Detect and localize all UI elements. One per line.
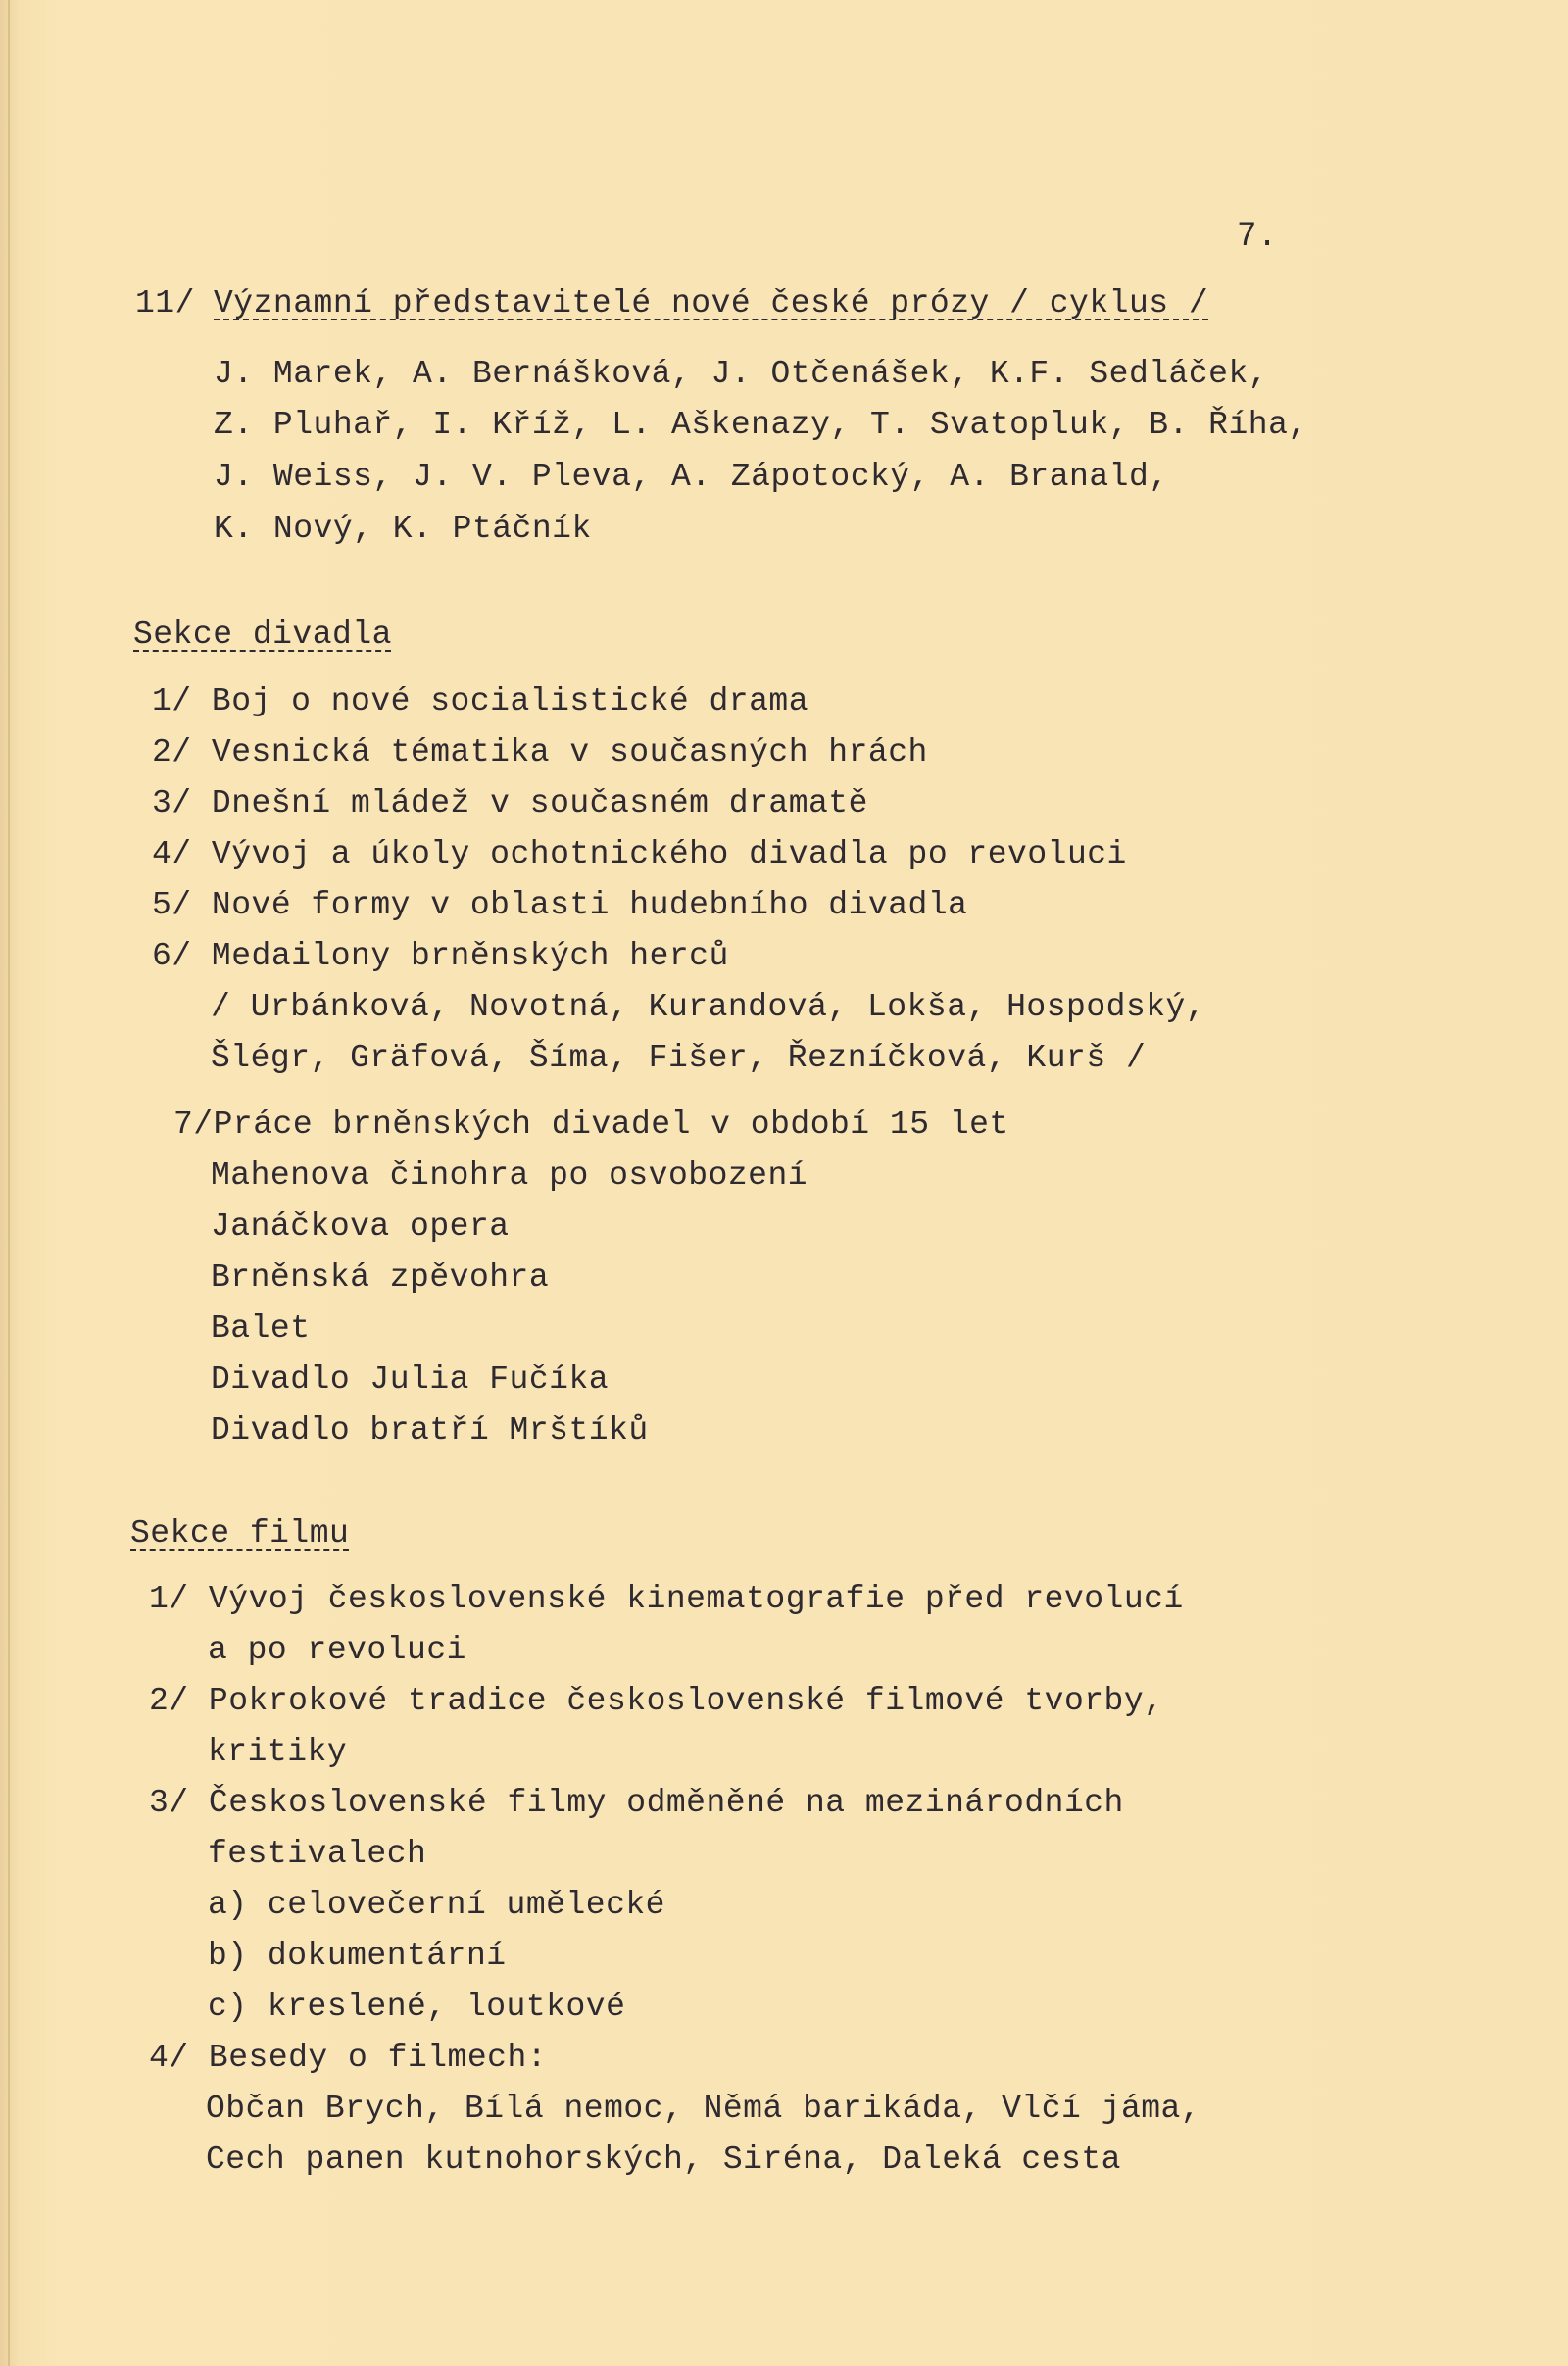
- theatre-subitem-3: Brněnská zpěvohra: [211, 1259, 550, 1296]
- film-item-2: 2/ Pokrokové tradice československé filmové tvorby,: [149, 1683, 1164, 1719]
- author-line-1: J. Marek, A. Bernášková, J. Otčenášek, K.F. Sedláček,: [214, 356, 1269, 392]
- author-line-2: Z. Pluhař, I. Kříž, L. Aškenazy, T. Svatopluk, B. Říha,: [214, 407, 1308, 443]
- theatre-subitem-2: Janáčkova opera: [211, 1208, 510, 1245]
- author-line-4: K. Nový, K. Ptáčník: [214, 511, 592, 547]
- theatre-subitem-6: Divadlo bratří Mrštíků: [211, 1412, 649, 1449]
- actors-line-1: / Urbánková, Novotná, Kurandová, Lokša, Hospodský,: [211, 989, 1206, 1025]
- film-item-1: 1/ Vývoj československé kinematografie před revolucí: [149, 1581, 1184, 1617]
- section-film-heading: Sekce filmu: [130, 1515, 350, 1552]
- paper-edge: [8, 0, 10, 2366]
- film-subitem-c: c) kreslené, loutkové: [208, 1989, 626, 2025]
- theatre-item-4: 4/ Vývoj a úkoly ochotnického divadla po revoluci: [152, 836, 1127, 872]
- theatre-item-7: 7/Práce brněnských divadel v období 15 let: [173, 1107, 1009, 1143]
- theatre-item-3: 3/ Dnešní mládež v současném dramatě: [152, 785, 868, 821]
- film-item-2-cont: kritiky: [208, 1734, 348, 1770]
- film-subitem-a: a) celovečerní umělecké: [208, 1887, 665, 1923]
- theatre-item-6: 6/ Medailony brněnských herců: [152, 938, 729, 974]
- theatre-item-2: 2/ Vesnická tématika v současných hrách: [152, 734, 928, 770]
- page-number: 7.: [1237, 219, 1278, 256]
- theatre-subitem-5: Divadlo Julia Fučíka: [211, 1361, 610, 1398]
- section-theatre-heading: Sekce divadla: [133, 616, 392, 653]
- actors-line-2: Šlégr, Gräfová, Šíma, Fišer, Řezníčková, Kurš /: [211, 1040, 1147, 1076]
- theatre-subitem-4: Balet: [211, 1310, 311, 1347]
- theatre-subitem-1: Mahenova činohra po osvobození: [211, 1158, 808, 1194]
- theatre-item-5: 5/ Nové formy v oblasti hudebního divadla: [152, 887, 968, 923]
- film-item-1-cont: a po revoluci: [208, 1632, 466, 1668]
- film-titles-line-2: Cech panen kutnohorských, Siréna, Daleká cesta: [206, 2142, 1121, 2178]
- film-titles-line-1: Občan Brych, Bílá nemoc, Němá barikáda, Vlčí jáma,: [206, 2091, 1201, 2127]
- section-11-number: 11/: [135, 285, 195, 321]
- section-11-heading: Významní představitelé nové české prózy / cyklus /: [214, 285, 1209, 321]
- film-item-4: 4/ Besedy o filmech:: [149, 2040, 548, 2076]
- film-item-3: 3/ Československé filmy odměněné na mezinárodních: [149, 1785, 1124, 1821]
- film-item-3-cont: festivalech: [208, 1836, 427, 1872]
- film-subitem-b: b) dokumentární: [208, 1938, 507, 1974]
- theatre-item-1: 1/ Boj o nové socialistické drama: [152, 683, 809, 719]
- author-line-3: J. Weiss, J. V. Pleva, A. Zápotocký, A. Branald,: [214, 459, 1169, 495]
